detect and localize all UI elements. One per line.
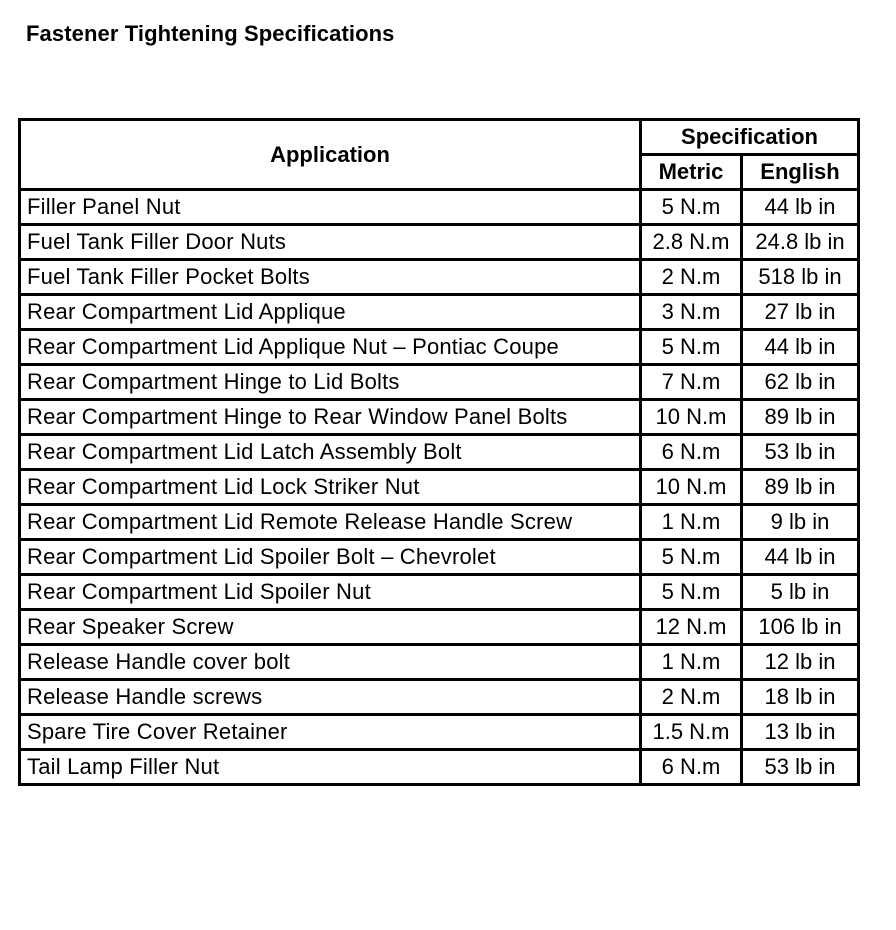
english-cell: 89 lb in: [742, 400, 859, 435]
page-title: Fastener Tightening Specifications: [26, 21, 395, 46]
english-cell: 53 lb in: [742, 435, 859, 470]
metric-cell: 5 N.m: [641, 190, 742, 225]
table-row: [20, 750, 859, 785]
application-cell: Spare Tire Cover Retainer: [20, 715, 641, 750]
english-cell: 44 lb in: [742, 330, 859, 365]
metric-cell: 6 N.m: [641, 750, 742, 785]
table-row: [20, 610, 859, 645]
table-row: [20, 190, 859, 225]
metric-cell: 12 N.m: [641, 610, 742, 645]
application-cell: Release Handle cover bolt: [20, 645, 641, 680]
english-cell: 13 lb in: [742, 715, 859, 750]
header-metric: Metric: [641, 155, 742, 190]
english-cell: 5 lb in: [742, 575, 859, 610]
table-row: [20, 260, 859, 295]
metric-cell: 1 N.m: [641, 505, 742, 540]
table-row: [20, 645, 859, 680]
table-row: [20, 435, 859, 470]
table-row: [20, 470, 859, 505]
metric-cell: 2 N.m: [641, 260, 742, 295]
metric-cell: 5 N.m: [641, 330, 742, 365]
table-row: [20, 540, 859, 575]
metric-cell: 3 N.m: [641, 295, 742, 330]
table-row: [20, 365, 859, 400]
table-row: [20, 295, 859, 330]
application-cell: Rear Compartment Lid Spoiler Nut: [20, 575, 641, 610]
table-row: [20, 330, 859, 365]
header-application: Application: [20, 120, 641, 190]
metric-cell: 1 N.m: [641, 645, 742, 680]
table-row: [20, 575, 859, 610]
english-cell: 89 lb in: [742, 470, 859, 505]
english-cell: 518 lb in: [742, 260, 859, 295]
fastener-spec-table: [18, 118, 860, 786]
table-row: [20, 400, 859, 435]
application-cell: Fuel Tank Filler Door Nuts: [20, 225, 641, 260]
metric-cell: 7 N.m: [641, 365, 742, 400]
metric-cell: 5 N.m: [641, 540, 742, 575]
metric-cell: 5 N.m: [641, 575, 742, 610]
application-cell: Fuel Tank Filler Pocket Bolts: [20, 260, 641, 295]
application-cell: Rear Compartment Lid Spoiler Bolt – Chevrolet: [20, 540, 641, 575]
application-cell: Rear Compartment Hinge to Rear Window Panel Bolts: [20, 400, 641, 435]
header-english: English: [742, 155, 859, 190]
english-cell: 106 lb in: [742, 610, 859, 645]
application-cell: Rear Compartment Lid Remote Release Handle Screw: [20, 505, 641, 540]
metric-cell: 10 N.m: [641, 470, 742, 505]
table-row: [20, 680, 859, 715]
application-cell: Rear Compartment Lid Latch Assembly Bolt: [20, 435, 641, 470]
english-cell: 24.8 lb in: [742, 225, 859, 260]
application-cell: Release Handle screws: [20, 680, 641, 715]
english-cell: 27 lb in: [742, 295, 859, 330]
english-cell: 12 lb in: [742, 645, 859, 680]
table-row: [20, 225, 859, 260]
english-cell: 18 lb in: [742, 680, 859, 715]
table-row: [20, 505, 859, 540]
english-cell: 44 lb in: [742, 540, 859, 575]
application-cell: Rear Speaker Screw: [20, 610, 641, 645]
english-cell: 9 lb in: [742, 505, 859, 540]
metric-cell: 2 N.m: [641, 680, 742, 715]
english-cell: 53 lb in: [742, 750, 859, 785]
metric-cell: 1.5 N.m: [641, 715, 742, 750]
english-cell: 44 lb in: [742, 190, 859, 225]
table-body: [20, 190, 859, 785]
application-cell: Rear Compartment Lid Applique: [20, 295, 641, 330]
table-header-row: [20, 120, 859, 155]
table-row: [20, 715, 859, 750]
metric-cell: 10 N.m: [641, 400, 742, 435]
metric-cell: 2.8 N.m: [641, 225, 742, 260]
application-cell: Filler Panel Nut: [20, 190, 641, 225]
english-cell: 62 lb in: [742, 365, 859, 400]
application-cell: Rear Compartment Lid Lock Striker Nut: [20, 470, 641, 505]
application-cell: Rear Compartment Hinge to Lid Bolts: [20, 365, 641, 400]
application-cell: Rear Compartment Lid Applique Nut – Pontiac Coupe: [20, 330, 641, 365]
header-specification: Specification: [641, 120, 859, 155]
metric-cell: 6 N.m: [641, 435, 742, 470]
application-cell: Tail Lamp Filler Nut: [20, 750, 641, 785]
